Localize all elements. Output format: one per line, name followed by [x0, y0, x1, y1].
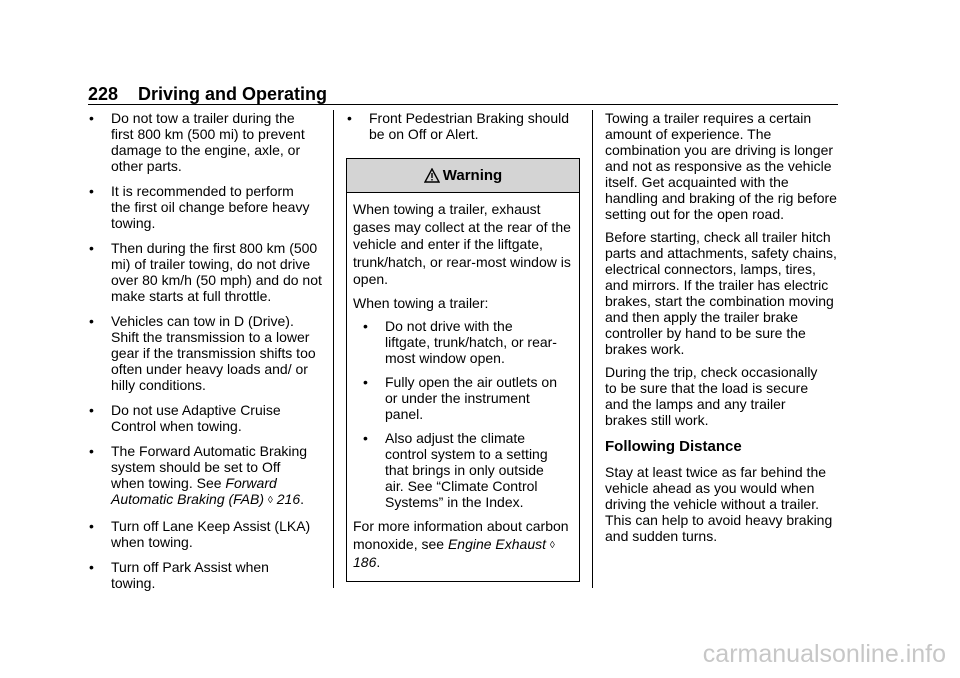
warning-title: Warning — [442, 167, 503, 184]
xref-icon: ◊ — [549, 539, 555, 551]
page-title: Driving and Operating — [138, 84, 328, 104]
list-item: • Do not drive with the liftgate, trunk/hatch, or rear-most window open. — [363, 318, 557, 366]
list-item: • Do not tow a trailer during the first 800 km (500 mi) to prevent damage to the engine, axle, or other parts. — [89, 110, 305, 174]
list-item: • Do not use Adaptive Cruise Control when towing. — [89, 402, 281, 434]
list-item: • The Forward Automatic Braking system should be set to Off when towing. See Forward Automatic Braking (FAB) ◊ 216. — [89, 443, 308, 507]
list-item: • Also adjust the climate control system to a setting that brings in only outside air. See “Climate Control Systems” in the Index. — [363, 430, 548, 510]
list-item: • Then during the first 800 km (500 mi) of trailer towing, do not drive over 80 km/h (50 mph) and do not make starts at full throttle. — [89, 240, 322, 304]
list-item: • Vehicles can tow in D (Drive). Shift the transmission to a lower gear if the transmission shifts too often under heavy loads and/ or hilly conditions. — [89, 313, 316, 393]
xref-link[interactable]: Engine Exhaust — [447, 535, 547, 552]
warning-icon — [424, 168, 440, 183]
list-item: • Front Pedestrian Braking should be on Off or Alert. — [347, 110, 569, 142]
xref-icon: ◊ — [267, 495, 273, 506]
header-rule — [88, 104, 838, 105]
list-item: • Turn off Lane Keep Assist (LKA) when towing. — [89, 518, 311, 550]
list-item: • It is recommended to perform the first oil change before heavy towing. — [89, 183, 310, 231]
column-3 — [605, 110, 841, 551]
section-heading: Following Distance — [605, 438, 742, 455]
list-item: • Fully open the air outlets on or under the instrument panel. — [363, 374, 557, 422]
warning-body: When towing a trailer, exhaust gases may collect at the rear of the vehicle and enter if the liftgate, trunk/hatch, or rear-most window is open. When towing a trailer: • Do not drive with the liftgate, trunk/hatch, or rear-most window open. • Fully open the air outlets on or under the instrument panel. • Also adjust the climate control system to a setting that brings in only outside air. See “Climate Control Systems” in the Index. For more information about carbon monoxide, see Engine Exhaust ◊ 186. — [347, 193, 579, 581]
paragraph: During the trip, check occasionally to be sure that the load is secure and the lamps and any trailer brakes still work. — [605, 364, 818, 428]
xref-page[interactable]: 186 — [353, 554, 377, 570]
column-1 — [88, 110, 324, 600]
column-divider-1 — [333, 110, 334, 588]
page-header — [88, 83, 838, 105]
column-2 — [346, 110, 582, 582]
column-divider-2 — [592, 110, 593, 588]
paragraph: Towing a trailer requires a certain amount of experience. The combination you are driving is longer and not as responsive as the vehicle itself. Get acquainted with the handling and braking of the rig before setting out for the open road. — [605, 110, 837, 222]
paragraph: Before starting, check all trailer hitch parts and attachments, safety chains, electrical connectors, lamps, tires, and mirrors. If the trailer has electric brakes, start the combination moving and then apply the trailer brake controller by hand to be sure the brakes work. — [605, 229, 837, 357]
xref-link[interactable]: Forward Automatic Braking (FAB) — [111, 475, 277, 507]
page-number: 228 — [88, 84, 119, 104]
paragraph: Stay at least twice as far behind the vehicle ahead as you would when driving the vehicle without a trailer. This can help to avoid heavy braking and sudden turns. — [605, 464, 833, 544]
watermark: carmanualsonline.info — [702, 640, 946, 668]
xref-page[interactable]: 216 — [276, 491, 301, 507]
list-item: • Turn off Park Assist when towing. — [89, 559, 269, 591]
warning-box — [346, 158, 580, 582]
warning-header — [347, 159, 579, 193]
